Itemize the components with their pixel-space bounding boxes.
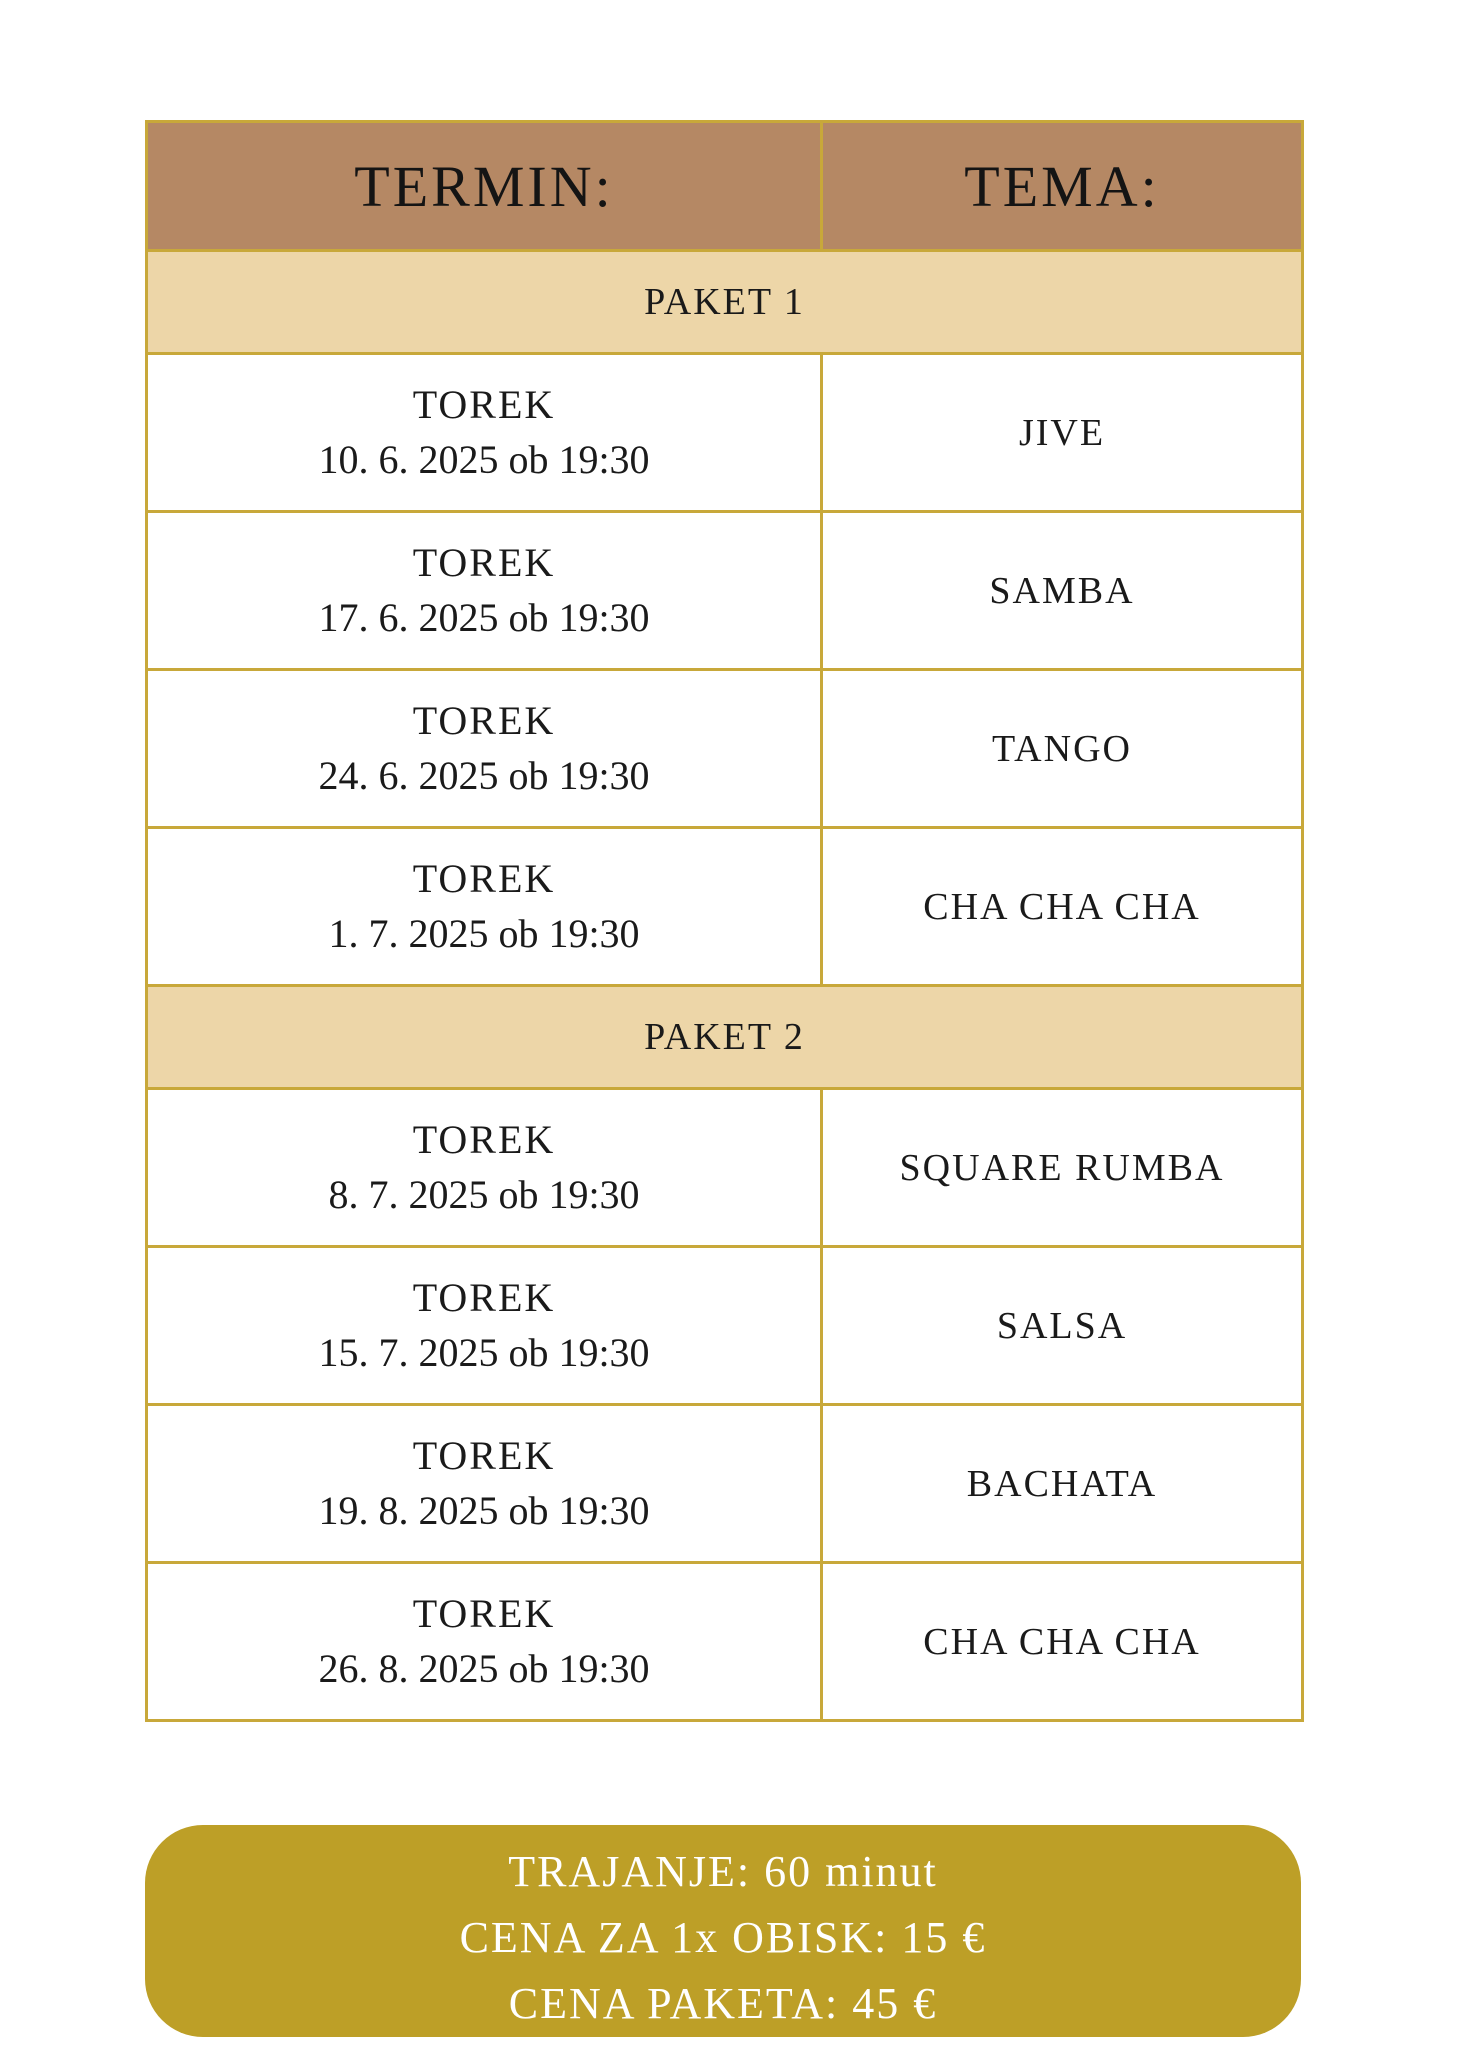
session-theme: CHA CHA CHA <box>822 1563 1303 1721</box>
session-theme: SQUARE RUMBA <box>822 1089 1303 1247</box>
session-date: 1. 7. 2025 ob 19:30 <box>328 910 640 956</box>
info-box <box>145 1825 1301 2037</box>
session-date: 8. 7. 2025 ob 19:30 <box>328 1171 640 1217</box>
session-row <box>147 354 1303 512</box>
session-termin <box>147 670 822 828</box>
session-day: TOREK <box>412 1116 556 1162</box>
duration-text: TRAJANJE: 60 minut <box>508 1847 938 1896</box>
session-row <box>147 670 1303 828</box>
session-day: TOREK <box>412 1432 556 1478</box>
session-termin <box>147 1405 822 1563</box>
session-termin <box>147 828 822 986</box>
session-termin <box>147 512 822 670</box>
session-theme: BACHATA <box>822 1405 1303 1563</box>
session-date: 24. 6. 2025 ob 19:30 <box>318 752 650 798</box>
session-termin <box>147 354 822 512</box>
session-row <box>147 828 1303 986</box>
session-termin <box>147 1089 822 1247</box>
session-row <box>147 1405 1303 1563</box>
session-day: TOREK <box>412 697 556 743</box>
single-price-text: CENA ZA 1x OBISK: 15 € <box>459 1913 987 1962</box>
session-termin <box>147 1563 822 1721</box>
session-day: TOREK <box>412 1274 556 1320</box>
session-day: TOREK <box>412 855 556 901</box>
package-row-1 <box>147 251 1303 354</box>
session-day: TOREK <box>412 1590 556 1636</box>
session-theme: TANGO <box>822 670 1303 828</box>
session-theme: JIVE <box>822 354 1303 512</box>
session-date: 17. 6. 2025 ob 19:30 <box>318 594 650 640</box>
schedule-table <box>145 120 1304 1722</box>
package-row-2 <box>147 986 1303 1089</box>
session-theme: SALSA <box>822 1247 1303 1405</box>
session-row <box>147 1247 1303 1405</box>
session-theme: CHA CHA CHA <box>822 828 1303 986</box>
session-theme: SAMBA <box>822 512 1303 670</box>
session-row <box>147 512 1303 670</box>
session-date: 15. 7. 2025 ob 19:30 <box>318 1329 650 1375</box>
header-tema: TEMA: <box>822 122 1303 251</box>
session-termin <box>147 1247 822 1405</box>
package-label: PAKET 2 <box>147 986 1303 1089</box>
package-label: PAKET 1 <box>147 251 1303 354</box>
session-date: 19. 8. 2025 ob 19:30 <box>318 1487 650 1533</box>
session-date: 26. 8. 2025 ob 19:30 <box>318 1645 650 1691</box>
session-day: TOREK <box>412 381 556 427</box>
package-price-text: CENA PAKETA: 45 € <box>508 1979 938 2028</box>
session-date: 10. 6. 2025 ob 19:30 <box>318 436 650 482</box>
table-header-row <box>147 122 1303 251</box>
session-day: TOREK <box>412 539 556 585</box>
session-row <box>147 1089 1303 1247</box>
header-termin: TERMIN: <box>147 122 822 251</box>
session-row <box>147 1563 1303 1721</box>
